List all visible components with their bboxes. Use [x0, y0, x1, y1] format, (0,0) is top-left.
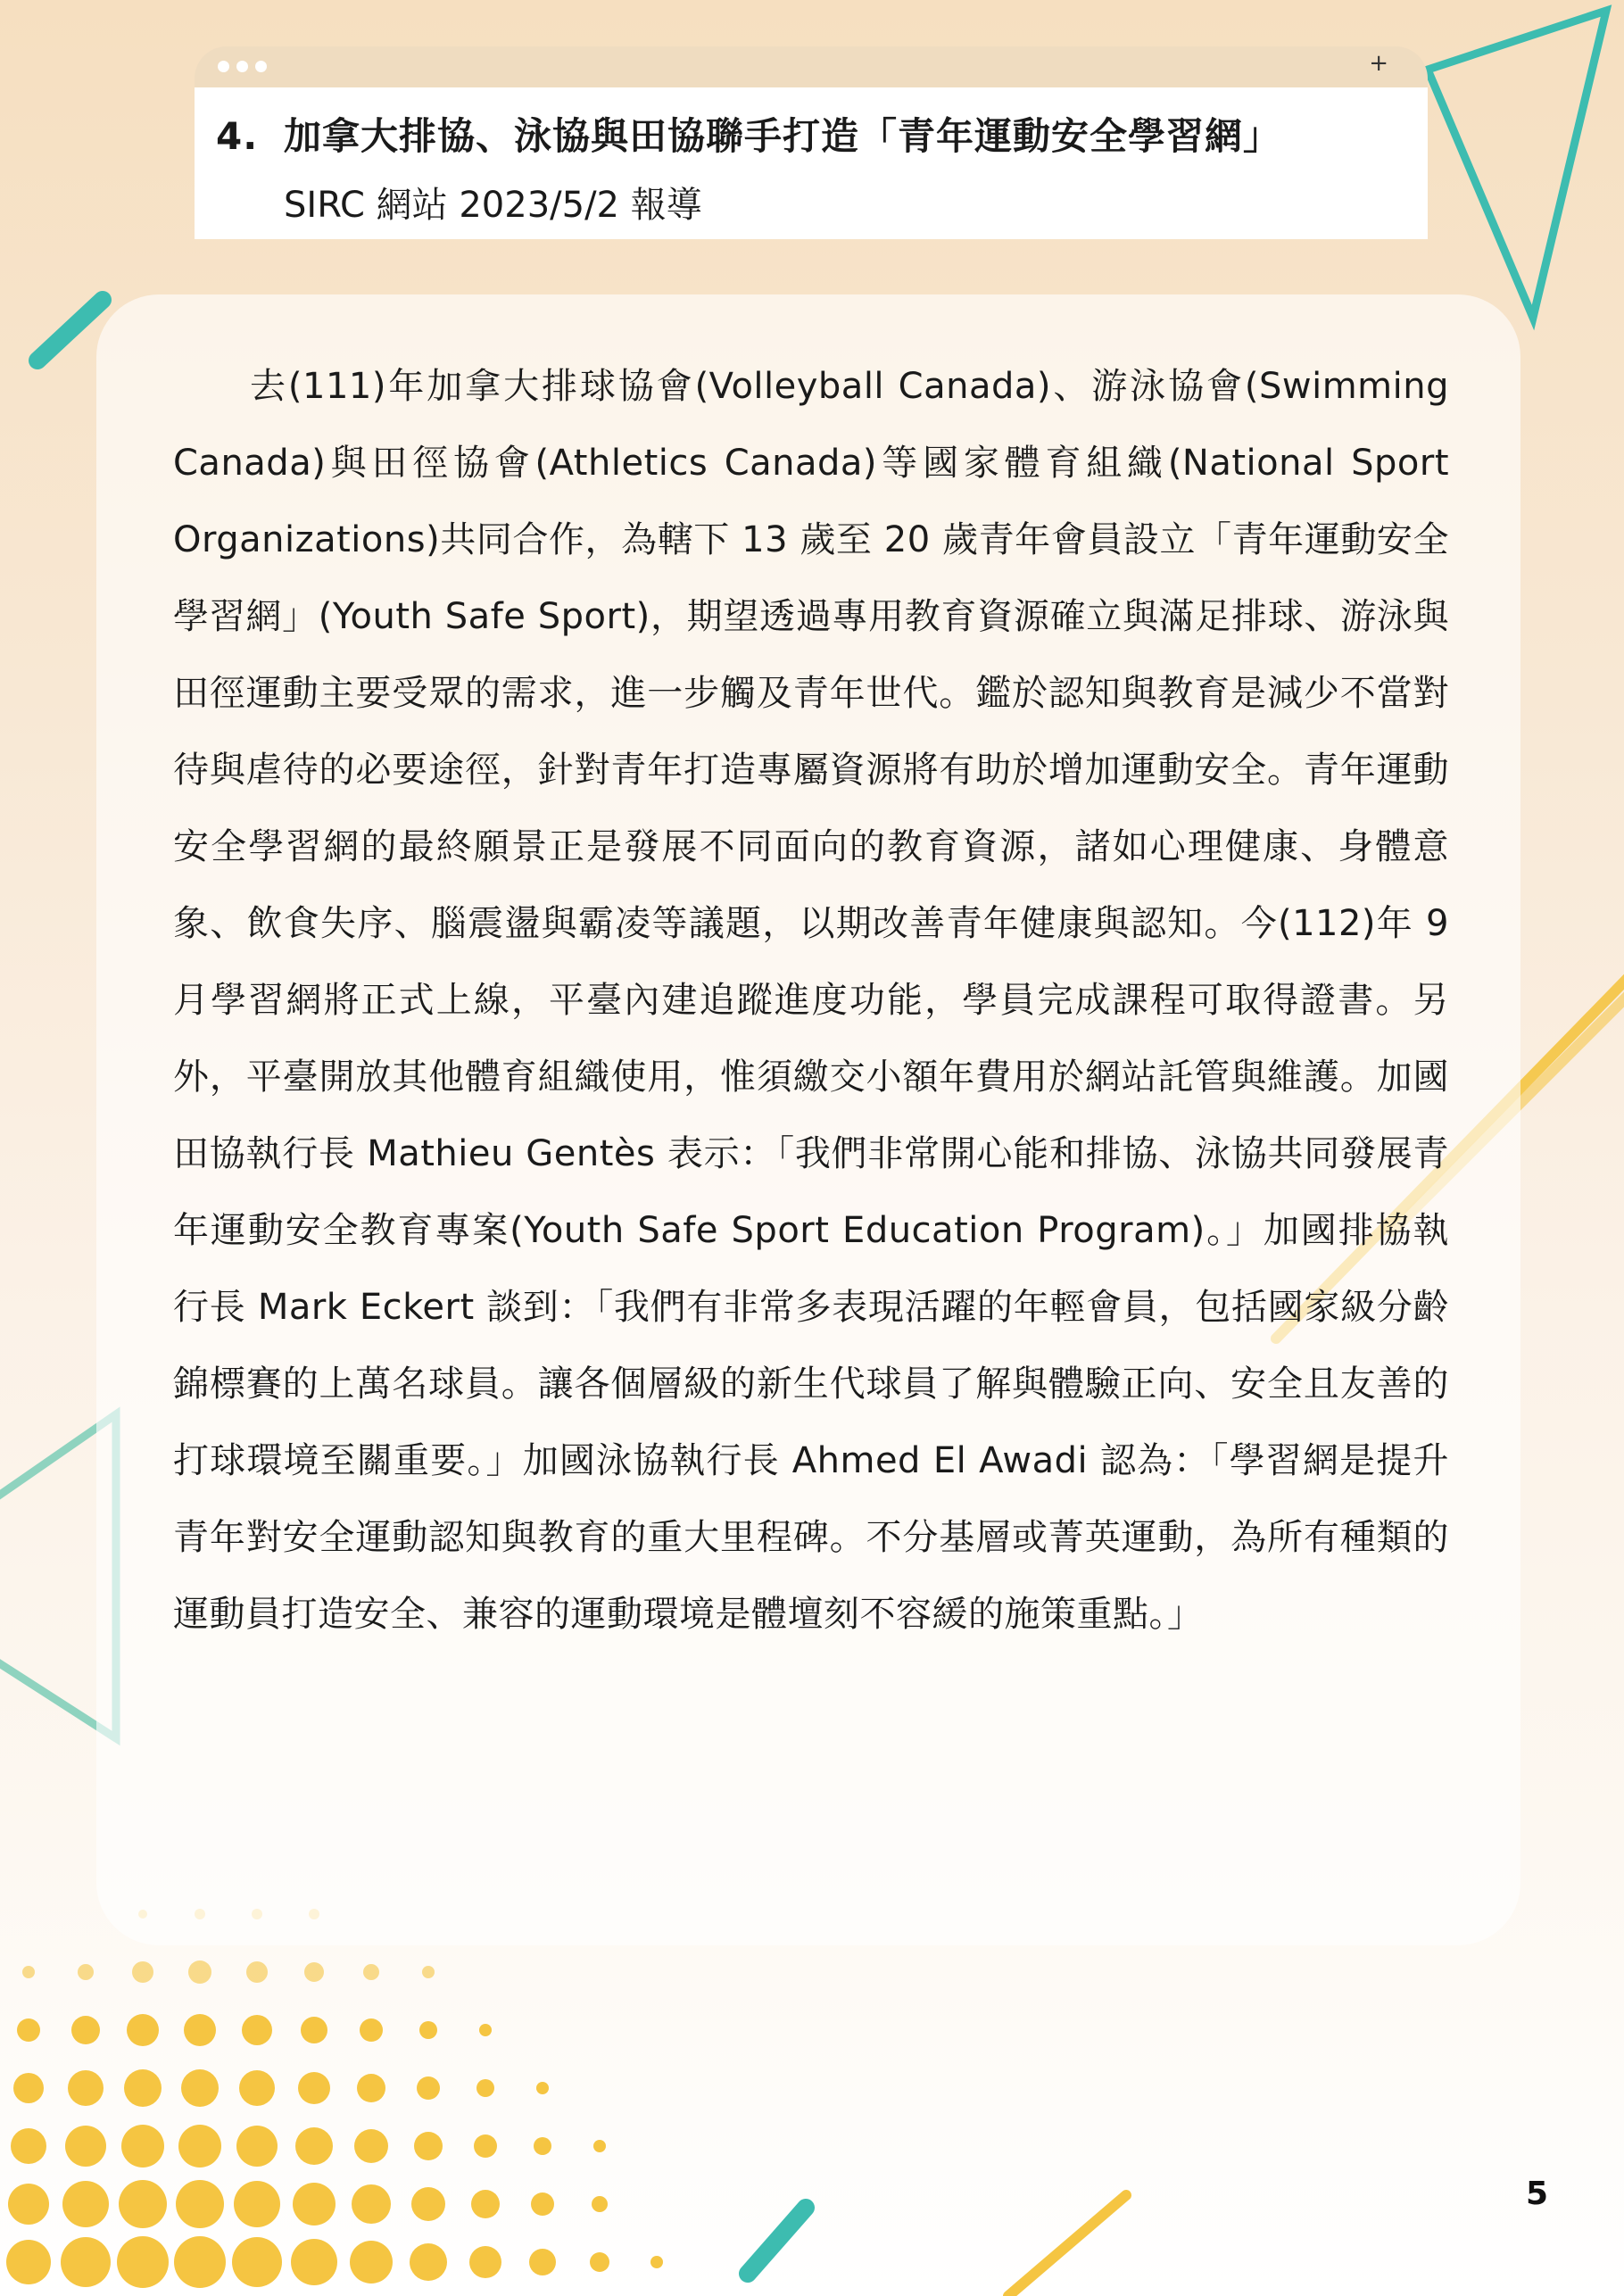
article-body: 去(111)年加拿大排球協會(Volleyball Canada)、游泳協會(Swimming Canada)與田徑協會(Athletics Canada)等國家體育組織(National Sport Organizations)共同合作，為轄下 13 歲至 20 歲青年會員設立「青年運動安全學習網」(Youth Safe Sport)，期望透過專用教育資源確立與滿足排球、游泳與田徑運動主要受眾的需求，進一步觸及青年世代。鑑於認知與教育是減少不當對待與虐待的必要途徑，針對青年打造專屬資源將有助於增加運動安全。青年運動安全學習網的最終願景正是發展不同面向的教育資源，諸如心理健康、身體意象、飲食失序、腦震盪與霸凌等議題，以期改善青年健康與認知。今(112)年 9 月學習網將正式上線，平臺內建追蹤進度功能，學員完成課程可取得證書。另外，平臺開放其他體育組織使用，惟須繳交小額年費用於網站託管與維護。加國田協執行長 Mathieu Gentès 表示：「我們非常開心能和排協、泳協共同發展青年運動安全教育專案(Youth Safe Sport Education Program)。」加國排協執行長 Mark Eckert 談到：「我們有非常多表現活躍的年輕會員，包括國家級分齡錦標賽的上萬名球員。讓各個層級的新生代球員了解與體驗正向、安全且友善的打球環境至關重要。」加國泳協執行長 Ahmed El Awadi 認為：「學習網是提升青年對安全運動認知與教育的重大里程碑。不分基層或菁英運動，為所有種類的運動員打造安全、兼容的運動環境是體壇刻不容緩的施策重點。」 [173, 366, 1449, 1635]
window-dot [236, 61, 248, 72]
yellow-stripe-3 [1008, 2195, 1126, 2296]
plus-icon: + [1369, 50, 1388, 77]
teal-dash-left [37, 300, 103, 361]
window-title-bar [195, 46, 1428, 87]
article-source: SIRC 網站 2023/5/2 報導 [284, 185, 702, 226]
yellow-dot-pattern [6, 1909, 663, 2288]
window-dot [255, 61, 267, 72]
teal-triangle-decoration [1428, 11, 1606, 318]
article-title-line [216, 107, 1281, 161]
teal-dash-bottom [748, 2208, 806, 2274]
article-title: 加拿大排協、泳協與田協聯手打造「青年運動安全學習網」 [284, 114, 1282, 158]
page-number: 5 [1526, 2176, 1549, 2212]
window-dot [218, 61, 229, 72]
window-dots [218, 61, 267, 72]
article-header [195, 87, 1428, 239]
article-number: 4. [216, 114, 259, 158]
